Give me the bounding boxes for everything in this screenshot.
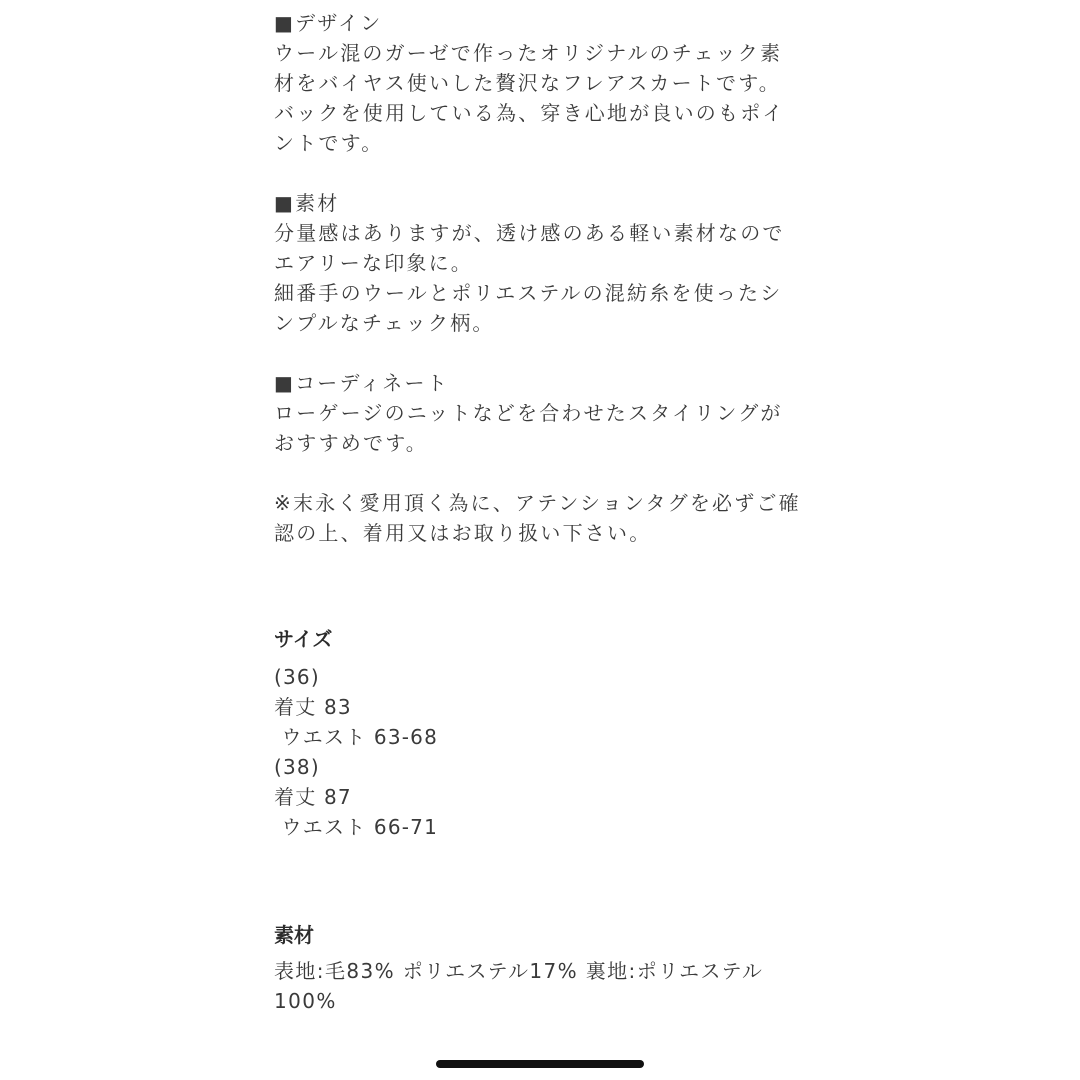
description-line: ントです。: [274, 131, 384, 155]
description-line: エアリーな印象に。: [274, 251, 473, 275]
spacer: [274, 458, 834, 488]
description-line: 認の上、着用又はお取り扱い下さい。: [274, 521, 652, 545]
product-description: [274, 8, 834, 548]
spacer: [274, 338, 834, 368]
description-line: おすすめです。: [274, 431, 428, 455]
size-list: [274, 662, 438, 842]
description-line: ※末永く愛用頂く為に、アテンションタグを必ずご確: [274, 491, 801, 515]
description-line: ローゲージのニットなどを合わせたスタイリングが: [274, 401, 783, 425]
size-line: 着丈 87: [274, 785, 352, 809]
material-line: 100%: [274, 989, 337, 1013]
description-line: ■コーディネート: [274, 371, 449, 395]
description-line: 材をバイヤス使いした贅沢なフレアスカートです。: [274, 71, 781, 95]
size-line: ウエスト 66-71: [274, 815, 439, 839]
size-line: (38): [274, 755, 320, 779]
description-line: ウール混のガーゼで作ったオリジナルのチェック素: [274, 41, 783, 65]
description-line: バックを使用している為、穿き心地が良いのもポイ: [274, 101, 785, 125]
description-line: ンプルなチェック柄。: [274, 311, 495, 335]
description-line: 細番手のウールとポリエステルの混紡糸を使ったシ: [274, 281, 783, 305]
description-line: ■デザイン: [274, 11, 383, 35]
description-line: ■素材: [274, 191, 340, 215]
material-heading: 素材: [274, 923, 314, 947]
home-indicator[interactable]: [436, 1060, 644, 1068]
material-list: [274, 956, 834, 1016]
size-line: 着丈 83: [274, 695, 352, 719]
size-line: ウエスト 63-68: [274, 725, 439, 749]
size-line: (36): [274, 665, 320, 689]
description-line: 分量感はありますが、透け感のある軽い素材なので: [274, 221, 785, 245]
spacer: [274, 158, 834, 188]
material-line: 表地:毛83% ポリエステル17% 裏地:ポリエステル: [274, 959, 764, 983]
size-heading: サイズ: [274, 627, 333, 651]
